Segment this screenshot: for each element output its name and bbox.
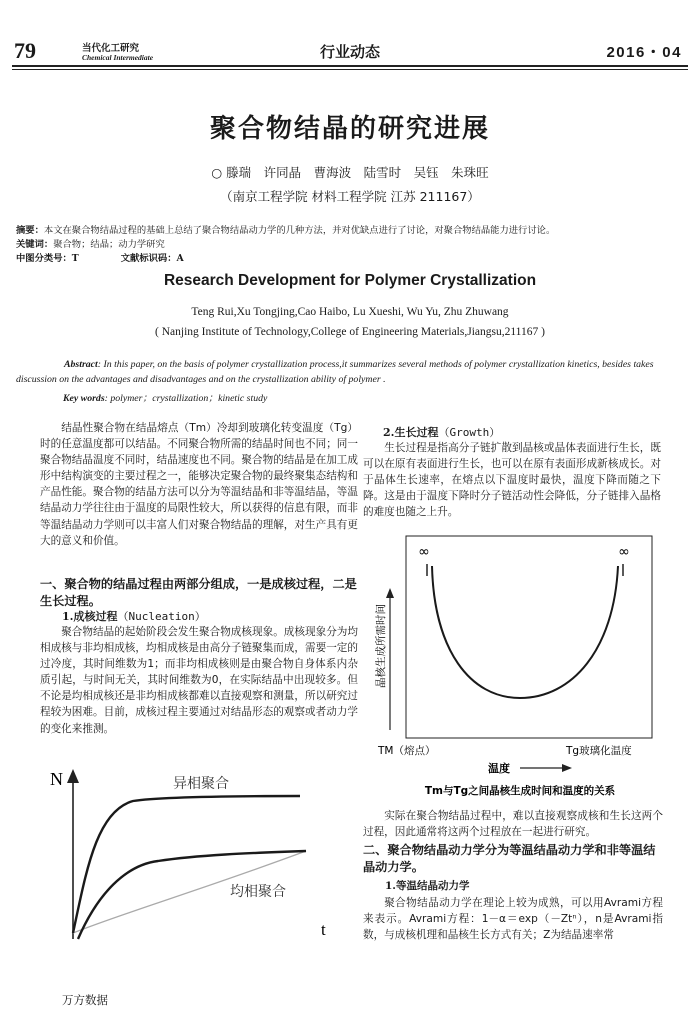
doc-code-label: 文献标识码： bbox=[120, 253, 177, 264]
section-heading-2: 二、聚合物结晶动力学分为等温结晶动力学和非等温结晶动力学。 bbox=[363, 843, 656, 874]
clc-value: T bbox=[71, 253, 79, 264]
nucleation-paragraph bbox=[40, 624, 358, 737]
keywords-cn-text: 聚合物；结晶；动力学研究 bbox=[53, 239, 165, 250]
nucleation-text: 聚合物结晶的起始阶段会发生聚合物成核现象。成核现象分为均相成核与非均相成核，均相成核是由高分子链聚集而成，需要一定的过冷度，其时间维数为1；而非均相成核则是由聚合物自身体系内杂质引起，与时间无关，其时间维数为0，在实际结晶中出现较多。但不论是均相成核还是非均相成核都难以直接观察和测量，所以研究过程较为困难。目前，成核过程主要通过对结晶形态的观察或者动力学的变化来推测。 bbox=[40, 626, 358, 735]
abstract-cn bbox=[16, 224, 691, 238]
avrami-text: 聚合物结晶动力学在理论上较为成熟，可以用Avrami方程来表示。Avrami方程：1－α＝exp（－Ztⁿ），n是Avrami指数，与成核机理和晶核生长方式有关；Z为结晶速率常 bbox=[363, 897, 663, 942]
figure2-y-label: 晶核生成所需时间 bbox=[375, 604, 387, 688]
figure2-caption: Tm与Tg之间晶核生成时间和温度的关系 bbox=[424, 785, 616, 797]
abstract-cn-label: 摘要： bbox=[16, 225, 44, 236]
keywords-en bbox=[63, 390, 267, 404]
figure1-hetero-label: 异相聚合 bbox=[173, 776, 229, 792]
intro-text: 结晶性聚合物在结晶熔点（Tm）冷却到玻璃化转变温度（Tg）时的任意温度都可以结晶。不同聚合物所需的结晶时间也不同；同一聚合物结晶温度不同时，结晶速度也不同。聚合物的结晶是在加工成形中结构演变的主要过程之一，能够决定聚合物的最终聚集态结构和产品性能。聚合物的结晶方法可以分为等温结晶和非等温结晶，等温结晶动力学往往由于温度的局限性较大，所以获得的信息有限，而非等温结晶动力学则可以丰富人们对聚合物结晶的理解，对生产具有更大的意义和价值。 bbox=[40, 422, 358, 547]
figure2-infinity-right: ∞ bbox=[618, 544, 630, 560]
figure-nucleation-curves bbox=[38, 763, 338, 945]
figure2-x-left-label: TM（熔点） bbox=[378, 745, 436, 757]
page-number: 79 bbox=[14, 38, 36, 63]
abstract-cn-block bbox=[16, 224, 691, 266]
affiliation-en: ( Nanjing Institute of Technology,College of Engineering Materials,Jiangsu,211167 ) bbox=[155, 326, 545, 338]
intro-paragraph bbox=[40, 420, 358, 549]
figure2-frame bbox=[406, 536, 652, 738]
combined-text: 实际在聚合物结晶过程中，难以直接观察成核和生长这两个过程，因此通常将这两个过程放在一起进行研究。 bbox=[363, 810, 663, 839]
abstract-en-text: : In this paper, on the basis of polymer crystallization process,it summarizes several methods of polymer crystallization kinetics, besides takes discussion on the advantages and disadvantages and on the crystallization ability of polymer . bbox=[16, 359, 654, 385]
subheading-growth-en: （Growth） bbox=[438, 426, 501, 439]
header-rule bbox=[12, 65, 688, 67]
figure1-y-arrow bbox=[67, 769, 79, 783]
figure2-u-curve bbox=[432, 566, 618, 698]
figure2-x-axis-label: 温度 bbox=[488, 762, 510, 775]
journal-name-cn: 当代化工研究 bbox=[82, 43, 140, 54]
authors-en: Teng Rui,Xu Tongjing,Cao Haibo, Lu Xueshi, Wu Yu, Zhu Zhuwang bbox=[191, 306, 509, 318]
figure2-x-arrowhead bbox=[562, 764, 572, 772]
subheading-growth-label: 2.生长过程 bbox=[383, 426, 439, 439]
figure1-x-label: t bbox=[321, 920, 326, 939]
avrami-paragraph bbox=[363, 895, 663, 943]
keywords-cn-label: 关键词： bbox=[16, 239, 54, 250]
footer-watermark: 万方数据 bbox=[62, 993, 108, 1007]
keywords-en-label: Key words bbox=[63, 393, 105, 404]
section-title: 行业动态 bbox=[319, 43, 380, 61]
abstract-en bbox=[16, 357, 686, 387]
authors-cn: ○ 滕瑞 许同晶 曹海波 陆雪时 吴钰 朱珠旺 bbox=[211, 165, 489, 180]
figure-time-temperature bbox=[370, 530, 670, 800]
subheading-nucleation-label: 1.成核过程 bbox=[62, 610, 118, 623]
clc-label: 中图分类号： bbox=[16, 253, 72, 264]
subheading-nucleation-en: （Nucleation） bbox=[117, 610, 206, 623]
figure2-y-arrowhead bbox=[386, 588, 394, 598]
journal-name-en: Chemical Intermediate bbox=[82, 53, 154, 62]
subheading-isothermal: 1.等温结晶动力学 bbox=[385, 880, 470, 892]
keywords-en-text: : polymer；crystallization；kinetic study bbox=[104, 393, 268, 404]
keywords-cn bbox=[16, 238, 691, 252]
abstract-en-label: Abstract bbox=[64, 359, 98, 370]
growth-text: 生长过程是指高分子链扩散到晶核或晶体表面进行生长，既可以在原有表面进行生长，也可以在原有表面形成新核成长。对于晶体生长速率，在熔点以下温度时最快，温度下降而随之下降。这是由于温度下降时分子链活动性会降低，分子链排入晶格的难度也随之上升。 bbox=[363, 442, 661, 519]
subheading-growth bbox=[383, 424, 500, 440]
classification-line bbox=[16, 252, 691, 266]
doc-code-value: A bbox=[176, 253, 184, 264]
affiliation-cn: （南京工程学院 材料工程学院 江苏 211167） bbox=[220, 189, 480, 204]
figure1-y-label: N bbox=[50, 769, 63, 789]
figure2-infinity-left: ∞ bbox=[418, 544, 430, 560]
abstract-cn-text: 本文在聚合物结晶过程的基础上总结了聚合物结晶动力学的几种方法，并对优缺点进行了讨论，对聚合物结晶能力进行讨论。 bbox=[43, 225, 556, 236]
header-rule-thin bbox=[12, 69, 688, 70]
article-title-en: Research Development for Polymer Crystallization bbox=[163, 272, 537, 289]
figure1-hetero-curve bbox=[73, 796, 300, 933]
section-heading-1: 一、聚合物的结晶过程由两部分组成，一是成核过程，二是生长过程。 bbox=[40, 577, 357, 608]
subheading-nucleation bbox=[62, 608, 206, 624]
article-title-cn: 聚合物结晶的研究进展 bbox=[209, 114, 490, 144]
combined-paragraph bbox=[363, 808, 663, 840]
figure1-homo-label: 均相聚合 bbox=[230, 884, 286, 900]
figure2-x-right-label: Tg玻璃化温度 bbox=[566, 745, 632, 757]
growth-paragraph bbox=[363, 440, 661, 520]
issue-number: 2016・04 bbox=[606, 44, 682, 61]
